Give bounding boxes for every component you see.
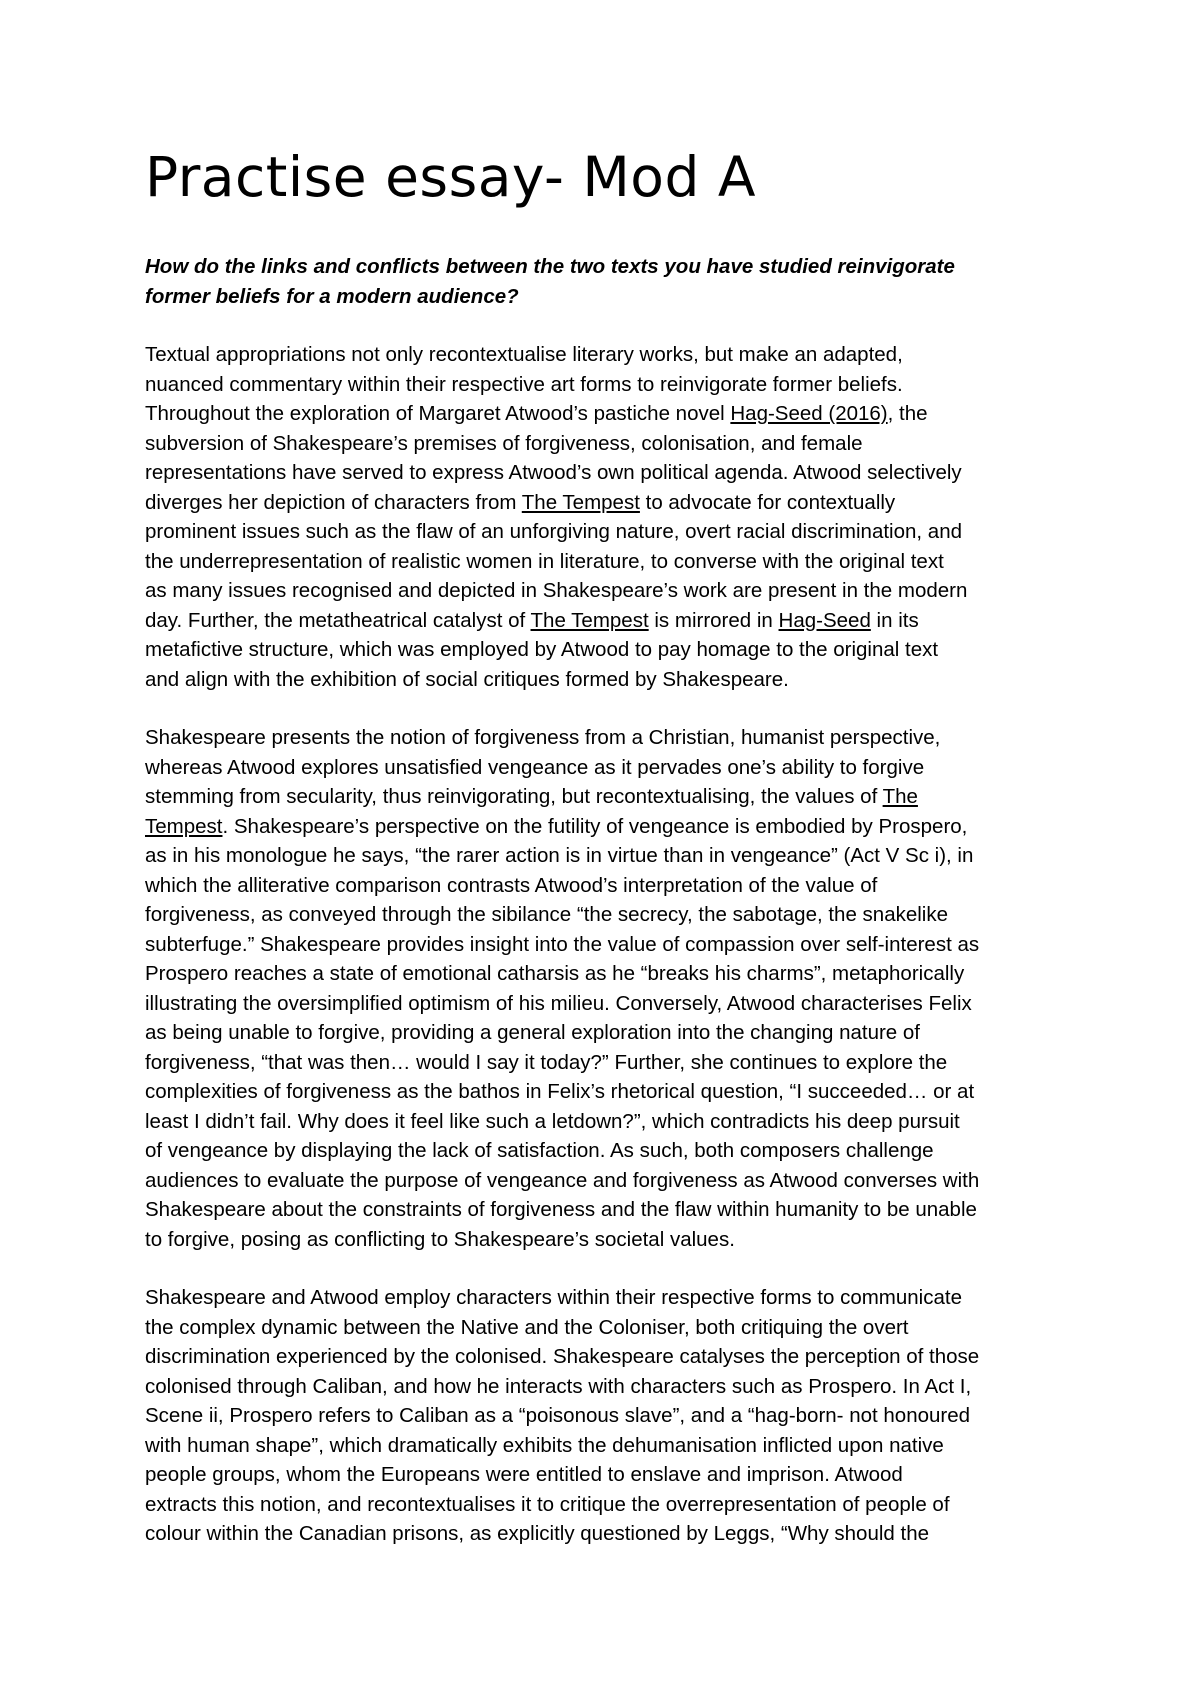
paragraph-line (145, 1431, 1075, 1461)
text-run: metafictive structure, which was employed by Atwood to pay homage to the original text (145, 638, 939, 661)
page-title: Practise essay- Mod A (145, 145, 756, 209)
paragraph-line (145, 1372, 1075, 1402)
text-run: people groups, whom the Europeans were entitled to enslave and imprison. Atwood (145, 1463, 903, 1486)
paragraph-line (145, 1490, 1075, 1520)
paragraph-line (145, 1342, 1075, 1372)
text-run: to forgive, posing as conflicting to Shakespeare’s societal values. (145, 1227, 735, 1251)
paragraph-line (145, 1460, 1075, 1490)
text-run: complexities of forgiveness as the bathos in Felix’s rhetorical question, “I succeeded… or at (145, 1080, 975, 1103)
text-run: Scene ii, Prospero refers to Caliban as a “poisonous slave”, and a “hag-born- not honoured (145, 1404, 971, 1427)
text-run: as many issues recognised and depicted in Shakespeare’s work are present in the modern (145, 579, 968, 602)
text-run: representations have served to express Atwood’s own political agenda. Atwood selectively (145, 461, 962, 484)
text-run: diverges her depiction of characters from (145, 490, 522, 514)
text-run: day. Further, the metatheatrical catalyst of (145, 608, 531, 632)
text-run: of vengeance by displaying the lack of satisfaction. As such, both composers challenge (145, 1139, 934, 1162)
paragraph-line (145, 370, 1075, 400)
text-run: to advocate for contextually (639, 490, 896, 514)
paragraph-line (145, 1166, 1075, 1196)
essay-body (145, 340, 1075, 1549)
paragraph-line (145, 989, 1075, 1019)
paragraph-line (145, 488, 1075, 518)
text-run: least I didn’t fail. Why does it feel like such a letdown?”, which contradicts his deep pursuit (145, 1109, 960, 1133)
text-run: subversion of Shakespeare’s premises of forgiveness, colonisation, and female (145, 431, 863, 455)
underlined-title: The Tempest (530, 608, 649, 632)
underlined-title: The Tempest (521, 490, 640, 514)
paragraph-line (145, 399, 1075, 429)
document-content (145, 142, 1075, 1549)
paragraph-line (145, 665, 1075, 695)
text-run: the underrepresentation of realistic women in literature, to converse with the original text (145, 549, 944, 573)
text-run: prominent issues such as the flaw of an unforgiving nature, overt racial discrimination, and (145, 520, 963, 543)
paragraph-line (145, 1313, 1075, 1343)
text-run: is mirrored in (648, 608, 779, 632)
underlined-title: Hag-Seed (2016) (730, 402, 888, 425)
text-run: which the alliterative comparison contrasts Atwood’s interpretation of the value of (145, 873, 878, 897)
text-run: extracts this notion, and recontextualises it to critique the overrepresentation of people of (145, 1492, 950, 1516)
text-run: Throughout the exploration of Margaret Atwood’s pastiche novel (145, 402, 731, 425)
text-run: , the (887, 402, 928, 425)
paragraph-line (145, 340, 1075, 370)
text-run: and align with the exhibition of social critiques formed by Shakespeare. (145, 667, 789, 691)
paragraph-line (145, 812, 1075, 842)
paragraph-line (145, 547, 1075, 577)
text-run: Shakespeare and Atwood employ characters within their respective forms to communicate (145, 1286, 962, 1309)
paragraph-line (145, 458, 1075, 488)
text-run: colonised through Caliban, and how he interacts with characters such as Prospero. In Act I, (145, 1374, 972, 1398)
text-run: forgiveness, as conveyed through the sibilance “the secrecy, the sabotage, the snakelike (145, 903, 949, 926)
paragraph-line (145, 1136, 1075, 1166)
paragraph-line (145, 1077, 1075, 1107)
text-run: as in his monologue he says, “the rarer action is in virtue than in vengeance” (Act V Sc i), in (145, 844, 974, 867)
paragraph-line (145, 1107, 1075, 1137)
paragraph-line (145, 606, 1075, 636)
underlined-title: The (882, 785, 918, 808)
text-run: Textual appropriations not only recontextualise literary works, but make an adapted, (145, 343, 903, 366)
text-run: whereas Atwood explores unsatisfied vengeance as it pervades one’s ability to forgive (145, 755, 925, 779)
text-run: Shakespeare about the constraints of forgiveness and the flaw within humanity to be unable (145, 1198, 977, 1221)
question-line: How do the links and conflicts between the two texts you have studied reinvigorate (145, 255, 955, 278)
paragraph-line (145, 930, 1075, 960)
text-run: stemming from secularity, thus reinvigorating, but recontextualising, the values of (145, 785, 883, 808)
paragraph-line (145, 1519, 1075, 1549)
paragraph-line (145, 959, 1075, 989)
paragraph-line (145, 1401, 1075, 1431)
text-run: the complex dynamic between the Native and the Coloniser, both critiquing the overt (145, 1315, 909, 1339)
essay-question (145, 252, 1075, 311)
question-line: former beliefs for a modern audience? (145, 284, 519, 308)
text-run: forgiveness, “that was then… would I say it today?” Further, she continues to explore the (145, 1050, 948, 1074)
paragraph-line (145, 1225, 1075, 1255)
text-run: nuanced commentary within their respective art forms to reinvigorate former beliefs. (145, 372, 903, 396)
paragraph-line (145, 429, 1075, 459)
paragraph-line (145, 517, 1075, 547)
text-run: with human shape”, which dramatically exhibits the dehumanisation inflicted upon native (145, 1433, 944, 1457)
underlined-title: Tempest (145, 814, 223, 838)
paragraph-line (145, 900, 1075, 930)
essay-paragraph (145, 723, 1075, 1254)
underlined-title: Hag-Seed (778, 608, 871, 632)
paragraph-line (145, 753, 1075, 783)
text-run: audiences to evaluate the purpose of vengeance and forgiveness as Atwood converses with (145, 1168, 980, 1192)
paragraph-line (145, 635, 1075, 665)
text-run: illustrating the oversimplified optimism of his milieu. Conversely, Atwood characterises Felix (145, 991, 972, 1015)
paragraph-line (145, 1018, 1075, 1048)
text-run: subterfuge.” Shakespeare provides insight into the value of compassion over self-interest as (145, 932, 980, 956)
paragraph-line (145, 576, 1075, 606)
text-run: Prospero reaches a state of emotional catharsis as he “breaks his charms”, metaphorically (145, 962, 965, 985)
text-run: colour within the Canadian prisons, as explicitly questioned by Leggs, “Why should the (145, 1522, 929, 1545)
paragraph-line (145, 782, 1075, 812)
paragraph-line (145, 1283, 1075, 1313)
essay-paragraph (145, 1283, 1075, 1549)
paragraph-line (145, 1048, 1075, 1078)
text-run: discrimination experienced by the colonised. Shakespeare catalyses the perception of those (145, 1345, 980, 1368)
paragraph-line (145, 723, 1075, 753)
text-run: as being unable to forgive, providing a general exploration into the changing nature of (145, 1021, 920, 1044)
paragraph-line (145, 841, 1075, 871)
text-run: in its (870, 608, 919, 632)
text-run: . Shakespeare’s perspective on the futility of vengeance is embodied by Prospero, (222, 814, 968, 838)
text-run: Shakespeare presents the notion of forgiveness from a Christian, humanist perspective, (145, 726, 941, 749)
paragraph-line (145, 871, 1075, 901)
paragraph-line (145, 1195, 1075, 1225)
essay-paragraph (145, 340, 1075, 694)
